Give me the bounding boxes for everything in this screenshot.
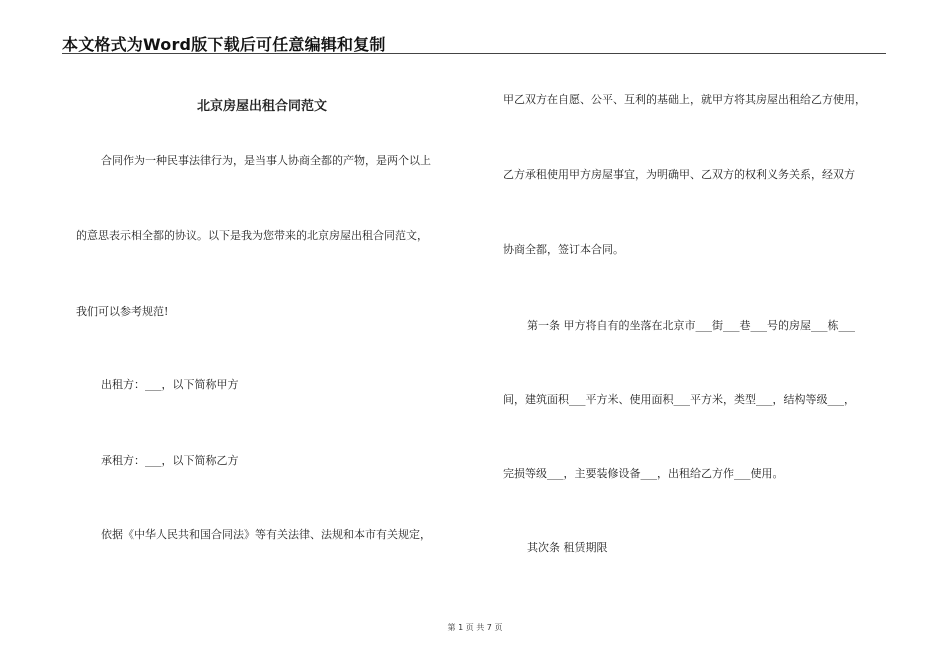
- page-indicator: 第 1 页 共 7 页: [447, 623, 503, 632]
- right-line-6: 完损等级___，主要装修设备___，出租给乙方作___使用。: [503, 467, 784, 480]
- right-line-3: 协商全都，签订本合同。: [503, 243, 624, 256]
- document-banner: 本文格式为Word版下载后可任意编辑和复制: [62, 35, 386, 54]
- left-line-6: 依据《中华人民共和国合同法》等有关法律、法规和本市有关规定，: [101, 528, 431, 541]
- header-divider: [62, 53, 886, 54]
- right-line-4: 第一条 甲方将自有的坐落在北京市___街___巷___号的房屋___栋___: [527, 319, 855, 332]
- right-line-5: 间，建筑面积___平方米、使用面积___平方米，类型___，结构等级___，: [503, 393, 855, 406]
- right-line-7: 其次条 租赁期限: [527, 541, 608, 554]
- right-line-1: 甲乙双方在自愿、公平、互利的基础上，就甲方将其房屋出租给乙方使用，: [503, 93, 866, 106]
- document-title: 北京房屋出租合同范文: [196, 99, 327, 114]
- left-line-5: 承租方：___，以下简称乙方: [101, 454, 239, 467]
- right-line-2: 乙方承租使用甲方房屋事宜，为明确甲、乙双方的权利义务关系，经双方: [503, 168, 855, 181]
- left-line-3: 我们可以参考规范!: [76, 305, 169, 318]
- left-line-2: 的意思表示相全都的协议。以下是我为您带来的北京房屋出租合同范文，: [76, 229, 428, 242]
- left-line-1: 合同作为一种民事法律行为，是当事人协商全都的产物，是两个以上: [101, 154, 431, 167]
- left-line-4: 出租方：___，以下简称甲方: [101, 378, 239, 391]
